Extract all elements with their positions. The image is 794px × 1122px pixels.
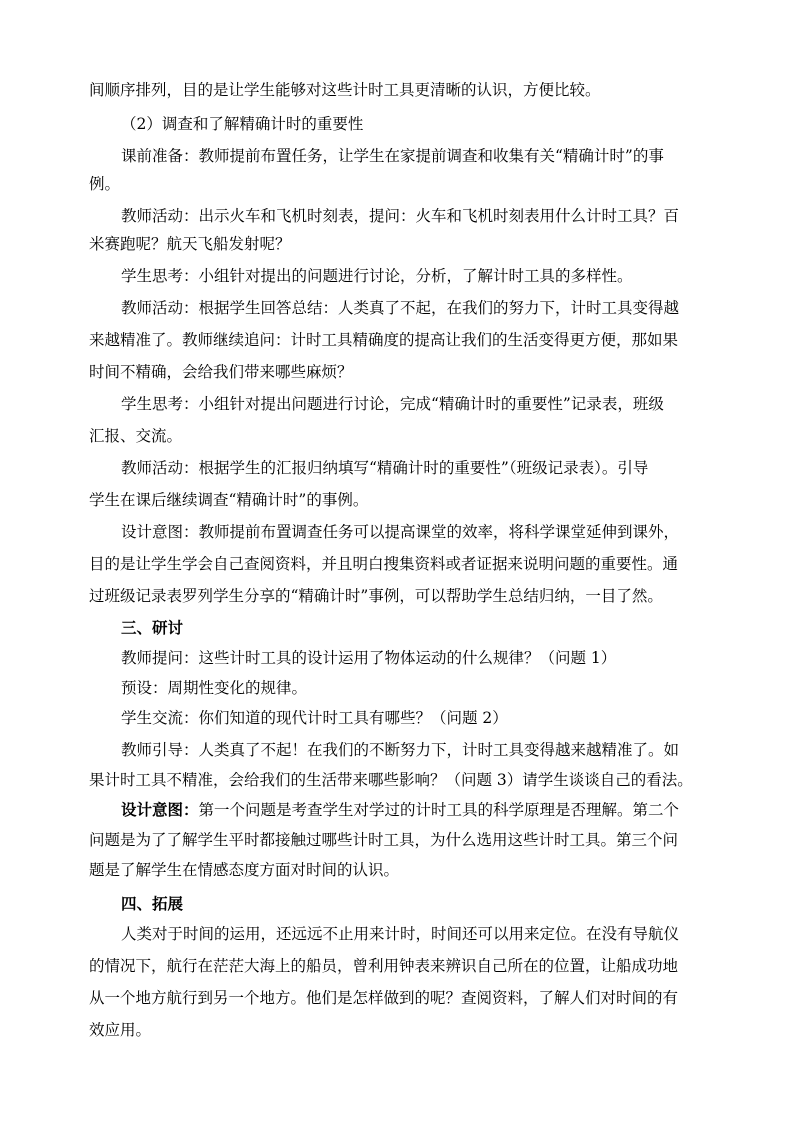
paragraph-line: 人类对于时间的运用，还远远不止用来计时，时间还可以用来定位。在没有导航仪	[121, 925, 680, 943]
paragraph-line: 题是了解学生在情感态度方面对时间的认识。	[89, 861, 400, 879]
paragraph-line: 问题是为了了解学生平时都接触过哪些计时工具，为什么选用这些计时工具。第三个问	[89, 831, 679, 849]
design-intent-label: 设计意图：	[121, 800, 199, 819]
section-heading: 四、拓展	[121, 894, 184, 913]
paragraph-line: 教师活动：根据学生的汇报归纳填写“精确计时的重要性”（班级记录表）。引导	[121, 459, 649, 477]
paragraph-line: 学生思考：小组针对提出问题进行讨论，完成“精确计时的重要性”记录表，班级	[121, 395, 664, 413]
paragraph-line: 设计意图：教师提前布置调查任务可以提高课堂的效率，将科学课堂延伸到课外，	[121, 523, 680, 541]
paragraph-line: 学生思考：小组针对提出的问题进行讨论，分析，了解计时工具的多样性。	[121, 267, 633, 285]
paragraph-text: 第一个问题是考查学生对学过的计时工具的科学原理是否理解。第二个	[198, 801, 680, 819]
paragraph-line: 间顺序排列，目的是让学生能够对这些计时工具更清晰的认识，方便比较。	[89, 81, 601, 99]
paragraph-line: 从一个地方航行到另一个地方。他们是怎样做到的呢？查阅资料，了解人们对时间的有	[89, 989, 679, 1007]
paragraph-line: 例。	[89, 175, 121, 193]
paragraph-line: 目的是让学生学会自己查阅资料，并且明白搜集资料或者证据来说明问题的重要性。通	[89, 555, 679, 573]
paragraph-line	[0, 800, 794, 820]
paragraph-line: 教师引导：人类真了不起！在我们的不断努力下，计时工具变得越来越精准了。如	[121, 741, 680, 759]
section-heading: 三、研讨	[121, 618, 184, 637]
paragraph-line: 预设：周期性变化的规律。	[121, 679, 308, 697]
paragraph-line: 时间不精确，会给我们带来哪些麻烦？	[89, 363, 353, 381]
paragraph-line: 过班级记录表罗列学生分享的“精确计时”事例，可以帮助学生总结归纳，一目了然。	[89, 587, 663, 605]
paragraph-line: 课前准备：教师提前布置任务，让学生在家提前调查和收集有关“精确计时”的事	[121, 147, 664, 165]
paragraph-line: 教师提问：这些计时工具的设计运用了物体运动的什么规律？（问题 1）	[121, 649, 617, 667]
paragraph-line: 来越精准了。教师继续追问：计时工具精确度的提高让我们的生活变得更方便，那如果	[89, 331, 679, 349]
paragraph-line: 学生在课后继续调查“精确计时”的事例。	[89, 491, 369, 509]
paragraph-line: 教师活动：根据学生回答总结：人类真了不起，在我们的努力下，计时工具变得越	[121, 299, 680, 317]
paragraph-line: 教师活动：出示火车和飞机时刻表，提问：火车和飞机时刻表用什么计时工具？百	[121, 207, 680, 225]
paragraph-line: 果计时工具不精准，会给我们的生活带来哪些影响？（问题 3）请学生谈谈自己的看法。	[89, 771, 693, 789]
paragraph-line: 效应用。	[89, 1021, 152, 1039]
paragraph-line: 米赛跑呢？航天飞船发射呢？	[89, 235, 291, 253]
paragraph-line: （2）调查和了解精确计时的重要性	[121, 115, 364, 133]
paragraph-line: 学生交流：你们知道的现代计时工具有哪些？（问题 2）	[121, 709, 508, 727]
paragraph-line: 汇报、交流。	[89, 427, 183, 445]
paragraph-line: 的情况下，航行在茫茫大海上的船员，曾利用钟表来辨识自己所在的位置，让船成功地	[89, 957, 679, 975]
